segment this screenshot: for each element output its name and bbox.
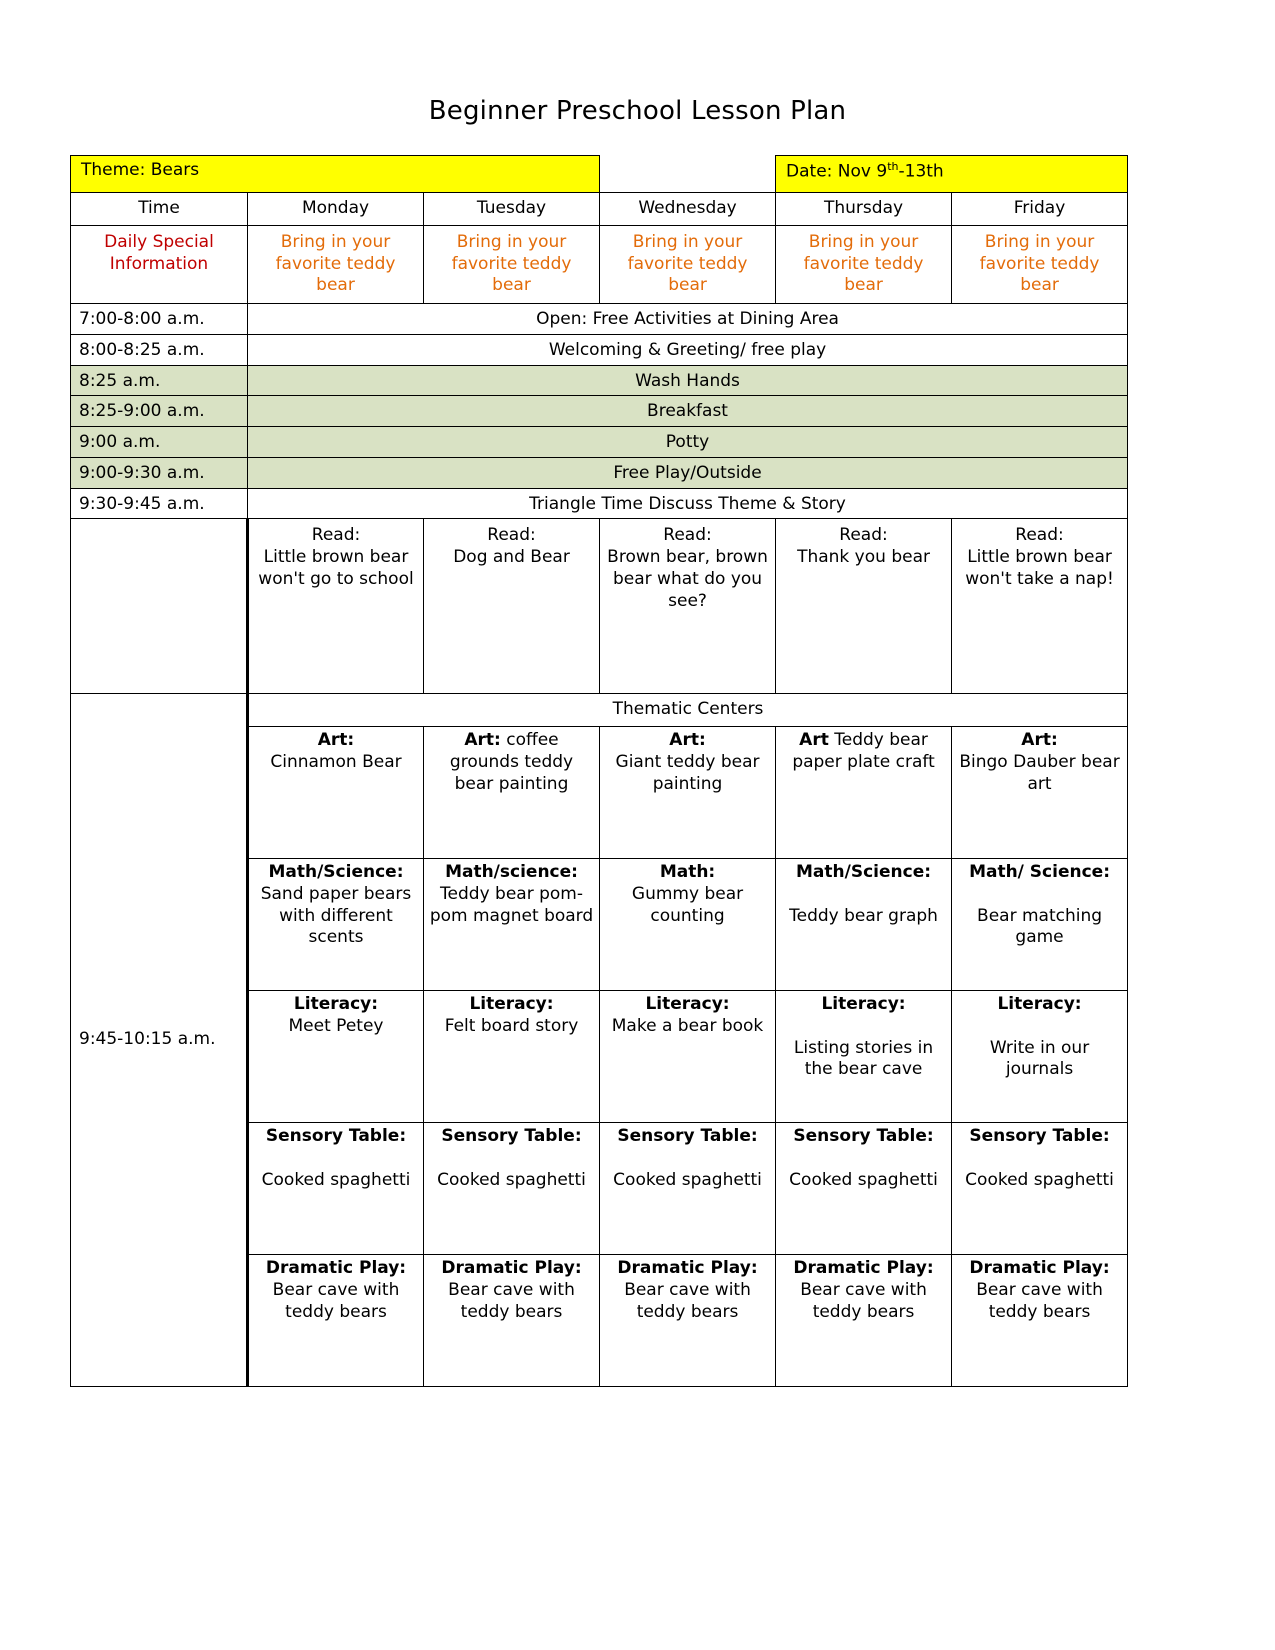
- center-label: Art:: [1021, 730, 1058, 750]
- center-dramatic-thursday: [776, 1255, 952, 1387]
- center-math-thursday: [776, 859, 952, 991]
- schedule-row: [71, 488, 1128, 519]
- header-wednesday: Wednesday: [600, 193, 776, 226]
- schedule-time: 9:00-9:30 a.m.: [71, 457, 248, 488]
- center-art-monday: [248, 727, 424, 859]
- center-dramatic-wednesday: [600, 1255, 776, 1387]
- center-label: Dramatic Play:: [969, 1258, 1110, 1278]
- daily-special-row: [71, 225, 1128, 303]
- center-sensory-friday: [952, 1123, 1128, 1255]
- center-label: Art:: [669, 730, 706, 750]
- date-suffix: -13th: [898, 161, 944, 182]
- center-sensory-tuesday: [424, 1123, 600, 1255]
- lesson-plan-table: [70, 155, 1128, 1387]
- center-label: Art: [799, 730, 829, 750]
- daily-special-wednesday: Bring in your favorite teddy bear: [600, 225, 776, 303]
- center-sensory-wednesday: [600, 1123, 776, 1255]
- center-text: Cooked spaghetti: [613, 1169, 762, 1190]
- reading-thursday: [776, 519, 952, 694]
- date-prefix: Date: Nov 9: [786, 161, 888, 182]
- reading-text: Brown bear, brown bear what do you see?: [607, 547, 768, 611]
- center-text: Listing stories in the bear cave: [793, 1037, 934, 1080]
- center-text: coffee grounds teddy bear painting: [449, 730, 574, 794]
- centers-time: 9:45-10:15 a.m.: [71, 694, 248, 1387]
- schedule-row: [71, 427, 1128, 458]
- reading-text: Little brown bear won't go to school: [258, 547, 414, 589]
- reading-row: [71, 519, 1128, 694]
- reading-lead: Read:: [311, 525, 361, 546]
- center-literacy-wednesday: [600, 991, 776, 1123]
- center-label: Dramatic Play:: [793, 1258, 934, 1278]
- center-text: Teddy bear graph: [789, 905, 938, 926]
- center-art-tuesday: [424, 727, 600, 859]
- center-label: Literacy:: [821, 994, 906, 1014]
- schedule-time: 8:25 a.m.: [71, 365, 248, 396]
- center-text: Bear cave with teddy bears: [624, 1279, 751, 1322]
- schedule-time: 9:00 a.m.: [71, 427, 248, 458]
- reading-lead: Read:: [1015, 525, 1064, 546]
- center-literacy-tuesday: [424, 991, 600, 1123]
- centers-header-row: [71, 694, 1128, 727]
- date-sup: th: [887, 160, 899, 173]
- header-thursday: Thursday: [776, 193, 952, 226]
- banner-row: [71, 156, 1128, 193]
- schedule-row: [71, 457, 1128, 488]
- reading-time: [71, 519, 248, 694]
- center-label: Math/Science:: [796, 862, 932, 882]
- reading-text: Dog and Bear: [453, 547, 570, 567]
- schedule-activity: Wash Hands: [248, 365, 1128, 396]
- center-text: Cooked spaghetti: [437, 1169, 586, 1190]
- daily-special-monday: Bring in your favorite teddy bear: [248, 225, 424, 303]
- schedule-activity: Welcoming & Greeting/ free play: [248, 334, 1128, 365]
- center-text: Sand paper bears with different scents: [260, 883, 412, 948]
- schedule-row: [71, 396, 1128, 427]
- center-sensory-thursday: [776, 1123, 952, 1255]
- center-math-tuesday: [424, 859, 600, 991]
- schedule-activity: Open: Free Activities at Dining Area: [248, 304, 1128, 335]
- schedule-activity: Potty: [248, 427, 1128, 458]
- center-text: Cooked spaghetti: [789, 1169, 938, 1190]
- center-label: Dramatic Play:: [441, 1258, 582, 1278]
- center-label: Sensory Table:: [265, 1126, 407, 1146]
- schedule-time: 9:30-9:45 a.m.: [71, 488, 248, 519]
- center-label: Literacy:: [293, 994, 379, 1014]
- header-time: Time: [71, 193, 248, 226]
- center-text: Bear cave with teddy bears: [800, 1279, 927, 1322]
- schedule-row: [71, 304, 1128, 335]
- center-text: Gummy bear counting: [631, 883, 744, 926]
- center-text: Bear cave with teddy bears: [272, 1279, 400, 1322]
- center-text: Felt board story: [444, 1015, 579, 1036]
- center-art-friday: [952, 727, 1128, 859]
- reading-lead: Read:: [663, 525, 712, 546]
- schedule-time: 8:00-8:25 a.m.: [71, 334, 248, 365]
- theme-banner: Theme: Bears: [71, 156, 600, 193]
- banner-spacer: [600, 156, 776, 193]
- center-label: Math/ Science:: [969, 862, 1110, 882]
- center-art-thursday: [776, 727, 952, 859]
- center-literacy-friday: [952, 991, 1128, 1123]
- center-label: Math/science:: [445, 862, 578, 882]
- center-text: Bear matching game: [977, 905, 1103, 948]
- schedule-row: [71, 365, 1128, 396]
- center-text: Meet Petey: [288, 1015, 384, 1036]
- schedule-activity: Breakfast: [248, 396, 1128, 427]
- center-label: Sensory Table:: [617, 1126, 758, 1146]
- center-label: Dramatic Play:: [617, 1258, 758, 1278]
- center-art-wednesday: [600, 727, 776, 859]
- center-math-friday: [952, 859, 1128, 991]
- center-text: Cinnamon Bear: [270, 751, 402, 772]
- center-text: Cooked spaghetti: [965, 1169, 1114, 1190]
- center-label: Literacy:: [645, 994, 730, 1014]
- center-label: Art:: [317, 730, 355, 750]
- center-label: Math:: [659, 862, 716, 882]
- schedule-activity: Triangle Time Discuss Theme & Story: [248, 488, 1128, 519]
- center-text: Make a bear book: [611, 1015, 764, 1036]
- center-label: Math/Science:: [268, 862, 404, 882]
- reading-friday: [952, 519, 1128, 694]
- center-literacy-thursday: [776, 991, 952, 1123]
- schedule-time: 8:25-9:00 a.m.: [71, 396, 248, 427]
- center-dramatic-friday: [952, 1255, 1128, 1387]
- reading-wednesday: [600, 519, 776, 694]
- center-text: Write in our journals: [989, 1037, 1090, 1080]
- center-text: Teddy bear pom-pom magnet board: [429, 883, 594, 926]
- center-dramatic-tuesday: [424, 1255, 600, 1387]
- reading-tuesday: [424, 519, 600, 694]
- schedule-time: 7:00-8:00 a.m.: [71, 304, 248, 335]
- center-label: Literacy:: [469, 994, 554, 1014]
- daily-special-label: Daily Special Information: [71, 225, 248, 303]
- header-tuesday: Tuesday: [424, 193, 600, 226]
- center-sensory-monday: [248, 1123, 424, 1255]
- header-friday: Friday: [952, 193, 1128, 226]
- center-math-wednesday: [600, 859, 776, 991]
- center-label: Literacy:: [997, 994, 1082, 1014]
- center-text: Giant teddy bear painting: [615, 751, 760, 794]
- table-header-row: [71, 193, 1128, 226]
- date-banner: [776, 156, 1128, 193]
- reading-monday: [248, 519, 424, 694]
- center-label: Sensory Table:: [969, 1126, 1110, 1146]
- daily-special-friday: Bring in your favorite teddy bear: [952, 225, 1128, 303]
- center-math-monday: [248, 859, 424, 991]
- daily-special-thursday: Bring in your favorite teddy bear: [776, 225, 952, 303]
- reading-lead: Read:: [839, 525, 888, 546]
- center-text: Bear cave with teddy bears: [448, 1279, 575, 1322]
- center-text: Teddy bear paper plate craft: [792, 730, 935, 772]
- center-label: Art:: [464, 730, 501, 750]
- center-text: Cooked spaghetti: [261, 1169, 411, 1190]
- schedule-row: [71, 334, 1128, 365]
- center-literacy-monday: [248, 991, 424, 1123]
- reading-lead: Read:: [487, 525, 536, 546]
- center-label: Sensory Table:: [441, 1126, 582, 1146]
- center-text: Bear cave with teddy bears: [976, 1279, 1103, 1322]
- center-text: Bingo Dauber bear art: [959, 751, 1120, 794]
- center-label: Dramatic Play:: [265, 1258, 407, 1278]
- daily-special-tuesday: Bring in your favorite teddy bear: [424, 225, 600, 303]
- page-title: Beginner Preschool Lesson Plan: [428, 96, 847, 126]
- centers-header: Thematic Centers: [248, 694, 1128, 727]
- schedule-activity: Free Play/Outside: [248, 457, 1128, 488]
- reading-text: Little brown bear won't take a nap!: [965, 547, 1114, 589]
- reading-text: Thank you bear: [797, 547, 930, 567]
- header-monday: Monday: [248, 193, 424, 226]
- center-label: Sensory Table:: [793, 1126, 934, 1146]
- center-dramatic-monday: [248, 1255, 424, 1387]
